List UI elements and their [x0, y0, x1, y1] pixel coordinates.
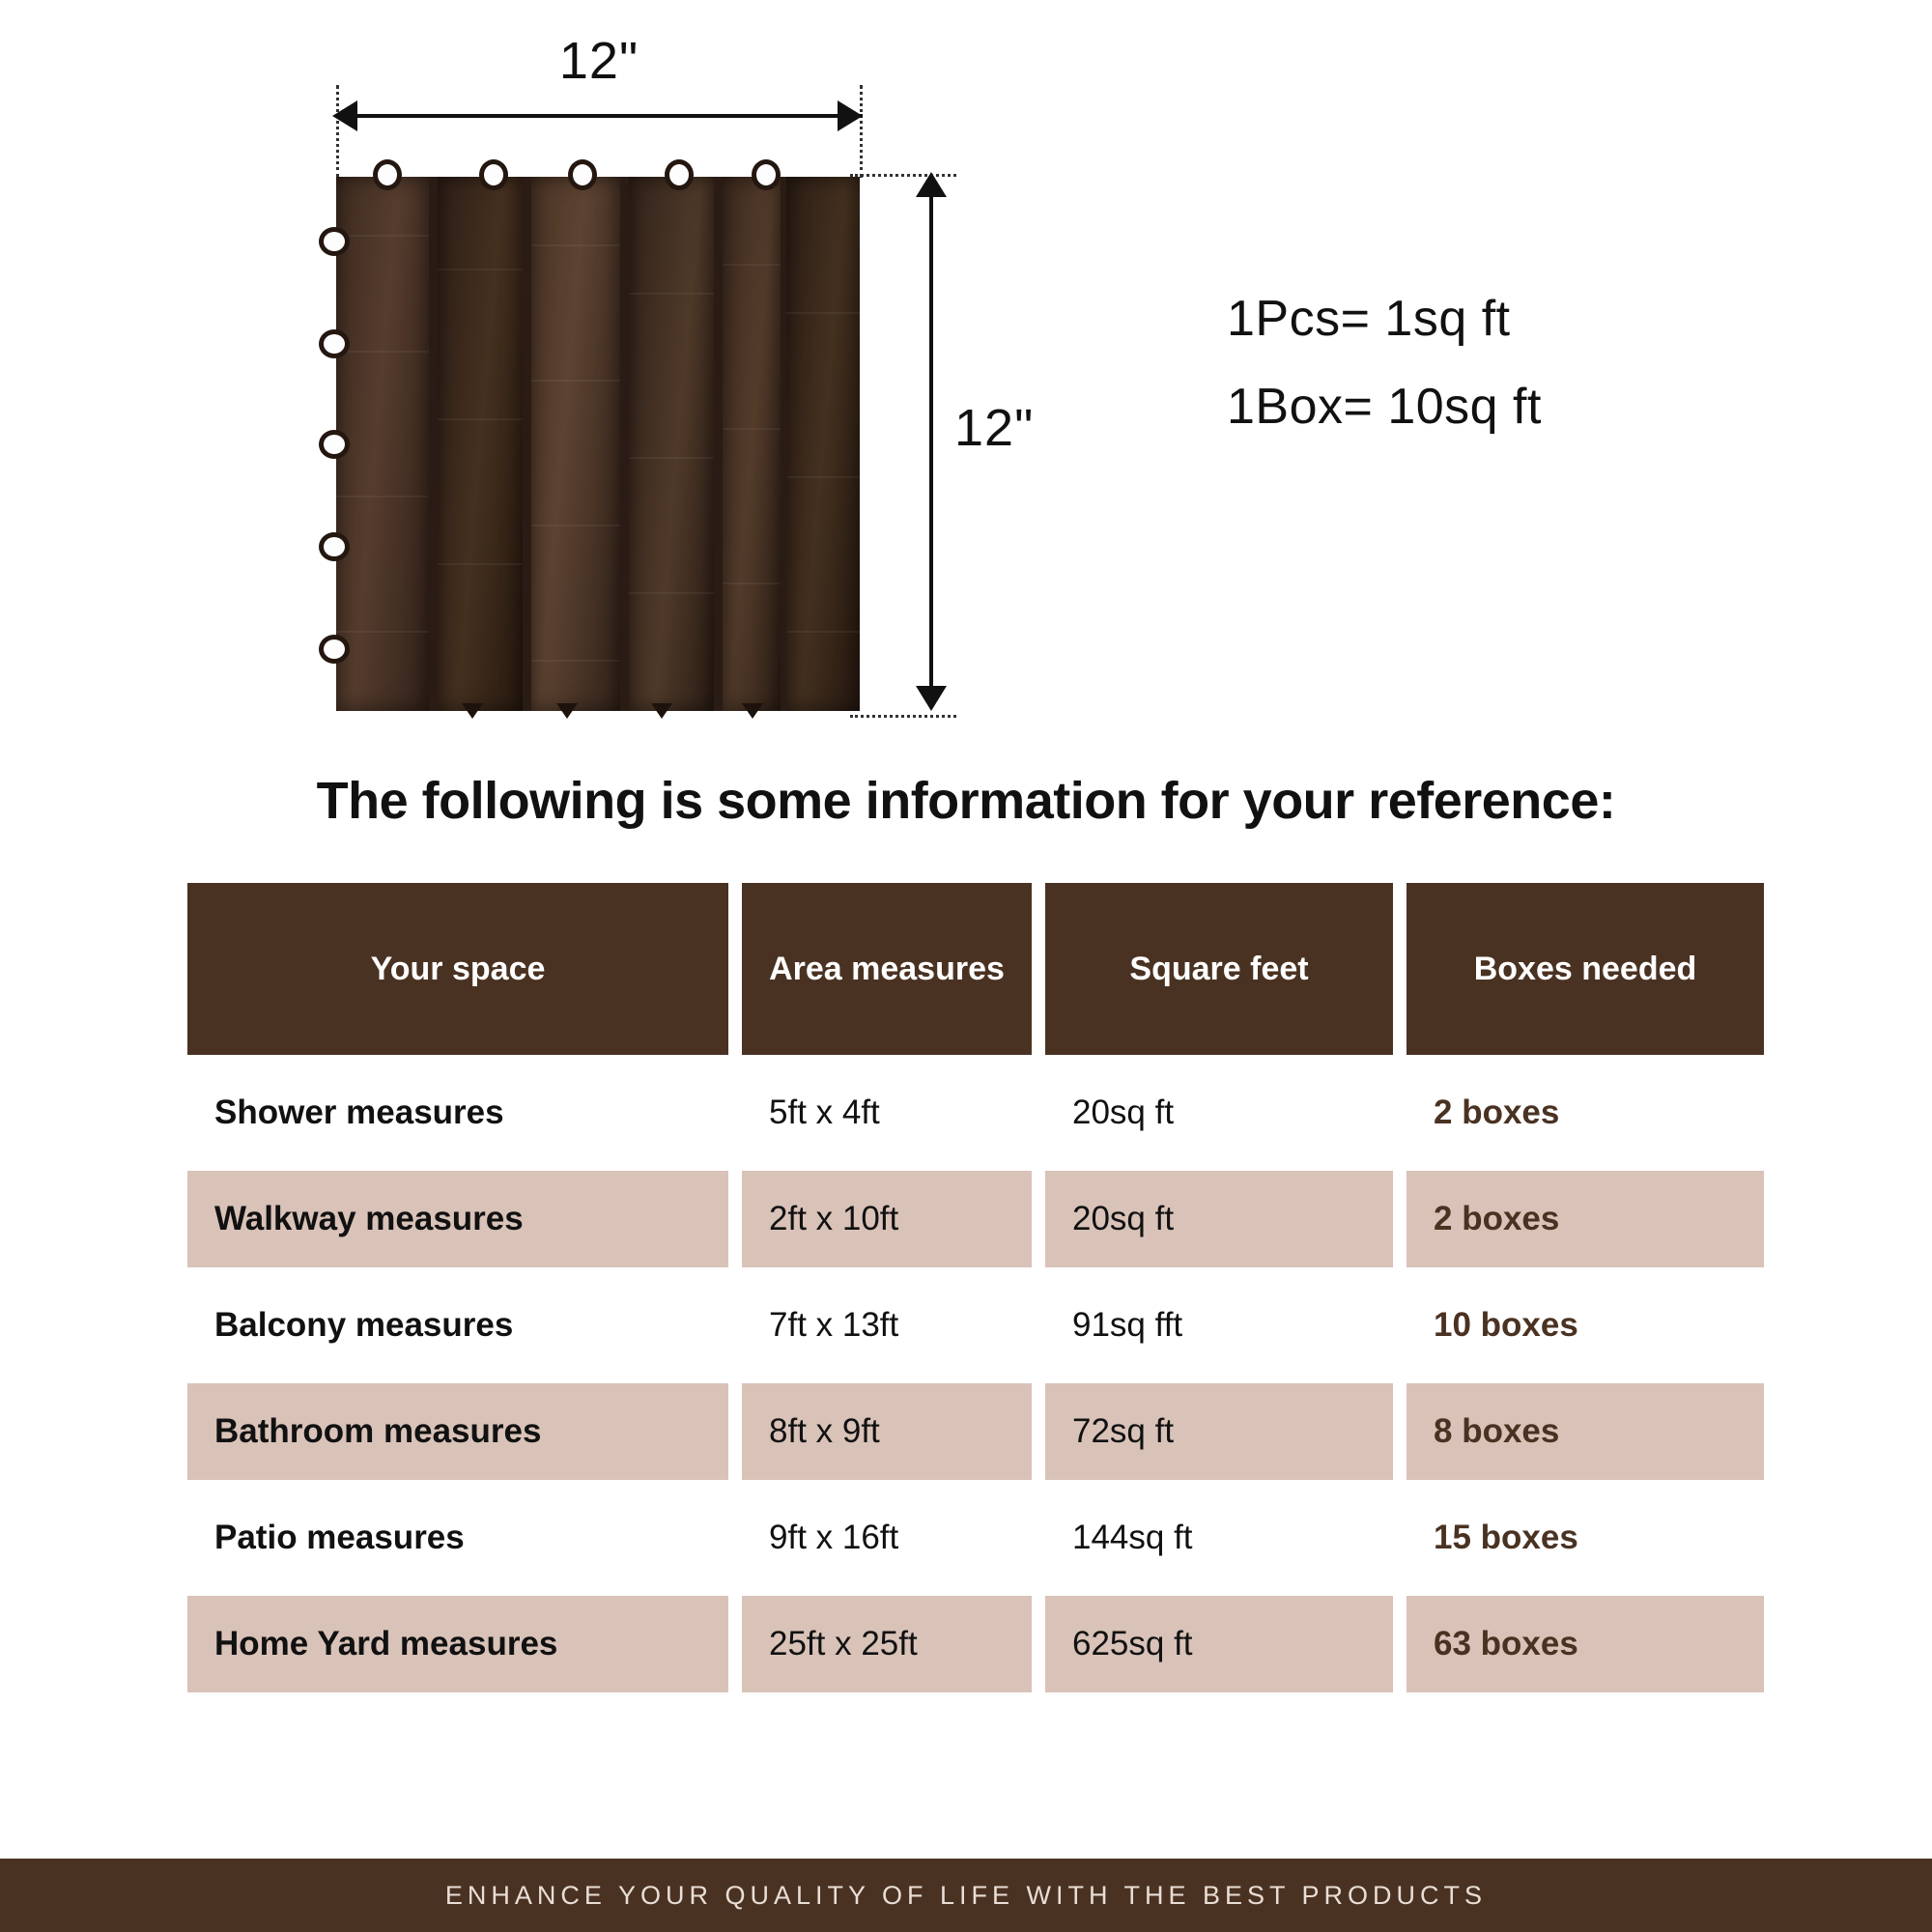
coverage-info [1227, 275, 1542, 451]
cell-sqft: 144sq ft [1072, 1519, 1193, 1556]
table-row [187, 1596, 1764, 1692]
tile-plank [336, 177, 429, 711]
cell-area: 8ft x 9ft [742, 1383, 1032, 1480]
tile-plank [629, 177, 714, 711]
tile-plank [438, 177, 523, 711]
cell-boxes: 2 boxes [1406, 1171, 1764, 1267]
cell-space: Bathroom measures [187, 1383, 728, 1480]
cell-area: 5ft x 4ft [769, 1094, 880, 1131]
table-row [187, 1065, 1764, 1161]
width-dimension-line [336, 114, 863, 118]
cell-sqft: 20sq ft [1045, 1171, 1393, 1267]
product-dimension-diagram [0, 0, 1932, 744]
cell-sqft: 20sq ft [1072, 1094, 1175, 1131]
cell-sqft: 625sq ft [1045, 1596, 1393, 1692]
interlock-loop-icon [479, 159, 508, 190]
table-row [187, 1277, 1764, 1374]
column-header-square-feet: Square feet [1045, 883, 1393, 1055]
cell-boxes: 8 boxes [1406, 1383, 1764, 1480]
cell-space: Home Yard measures [187, 1596, 728, 1692]
footer-text: ENHANCE YOUR QUALITY OF LIFE WITH THE BEST PRODUCTS [444, 1880, 1488, 1910]
interlock-tab-icon [651, 703, 672, 719]
cell-boxes: 15 boxes [1434, 1519, 1578, 1556]
cell-boxes: 10 boxes [1434, 1306, 1578, 1344]
cell-space: Patio measures [214, 1519, 465, 1556]
extension-line-left [336, 85, 339, 178]
cell-sqft: 91sq fft [1072, 1306, 1183, 1344]
width-dimension-label: 12" [558, 32, 639, 90]
tile-plank [786, 177, 860, 711]
coverage-per-piece: 1Pcs= 1sq ft [1227, 291, 1511, 347]
extension-line-bottom [850, 715, 956, 718]
table-header-row [187, 883, 1764, 1055]
interlock-loop-icon [319, 227, 350, 256]
interlock-loop-icon [319, 329, 350, 358]
column-header-area-measures: Area measures [742, 883, 1032, 1055]
cell-sqft: 72sq ft [1045, 1383, 1393, 1480]
height-dimension-label: 12" [954, 399, 1035, 457]
cell-space: Walkway measures [187, 1171, 728, 1267]
reference-table-wrapper [174, 873, 1758, 1702]
extension-line-right [860, 85, 863, 178]
arrow-up-icon [916, 172, 947, 197]
interlock-loop-icon [319, 635, 350, 664]
cell-space: Shower measures [214, 1094, 504, 1131]
interlock-loop-icon [752, 159, 781, 190]
table-row [187, 1490, 1764, 1586]
interlock-tab-icon [462, 703, 483, 719]
cell-boxes: 63 boxes [1406, 1596, 1764, 1692]
tile-plank [723, 177, 781, 711]
arrow-down-icon [916, 686, 947, 711]
interlock-loop-icon [319, 430, 350, 459]
interlock-loop-icon [568, 159, 597, 190]
tile-plank [531, 177, 620, 711]
table-row [187, 1171, 1764, 1267]
height-dimension-line [929, 179, 933, 708]
column-header-boxes-needed: Boxes needed [1406, 883, 1764, 1055]
interlock-tab-icon [556, 703, 578, 719]
cell-area: 9ft x 16ft [769, 1519, 899, 1556]
wood-deck-tile-image [336, 177, 860, 711]
arrow-left-icon [332, 100, 357, 131]
table-row [187, 1383, 1764, 1480]
cell-boxes: 2 boxes [1434, 1094, 1560, 1131]
page-title: The following is some information for your reference: [316, 772, 1616, 830]
column-header-your-space: Your space [187, 883, 728, 1055]
coverage-per-box: 1Box= 10sq ft [1227, 379, 1542, 435]
cell-area: 2ft x 10ft [742, 1171, 1032, 1267]
arrow-right-icon [838, 100, 863, 131]
cell-area: 7ft x 13ft [769, 1306, 899, 1344]
interlock-loop-icon [319, 532, 350, 561]
interlock-loop-icon [665, 159, 694, 190]
interlock-tab-icon [742, 703, 763, 719]
cell-area: 25ft x 25ft [742, 1596, 1032, 1692]
reference-table [174, 873, 1777, 1702]
footer-banner [0, 1859, 1932, 1932]
cell-space: Balcony measures [214, 1306, 514, 1344]
interlock-loop-icon [373, 159, 402, 190]
